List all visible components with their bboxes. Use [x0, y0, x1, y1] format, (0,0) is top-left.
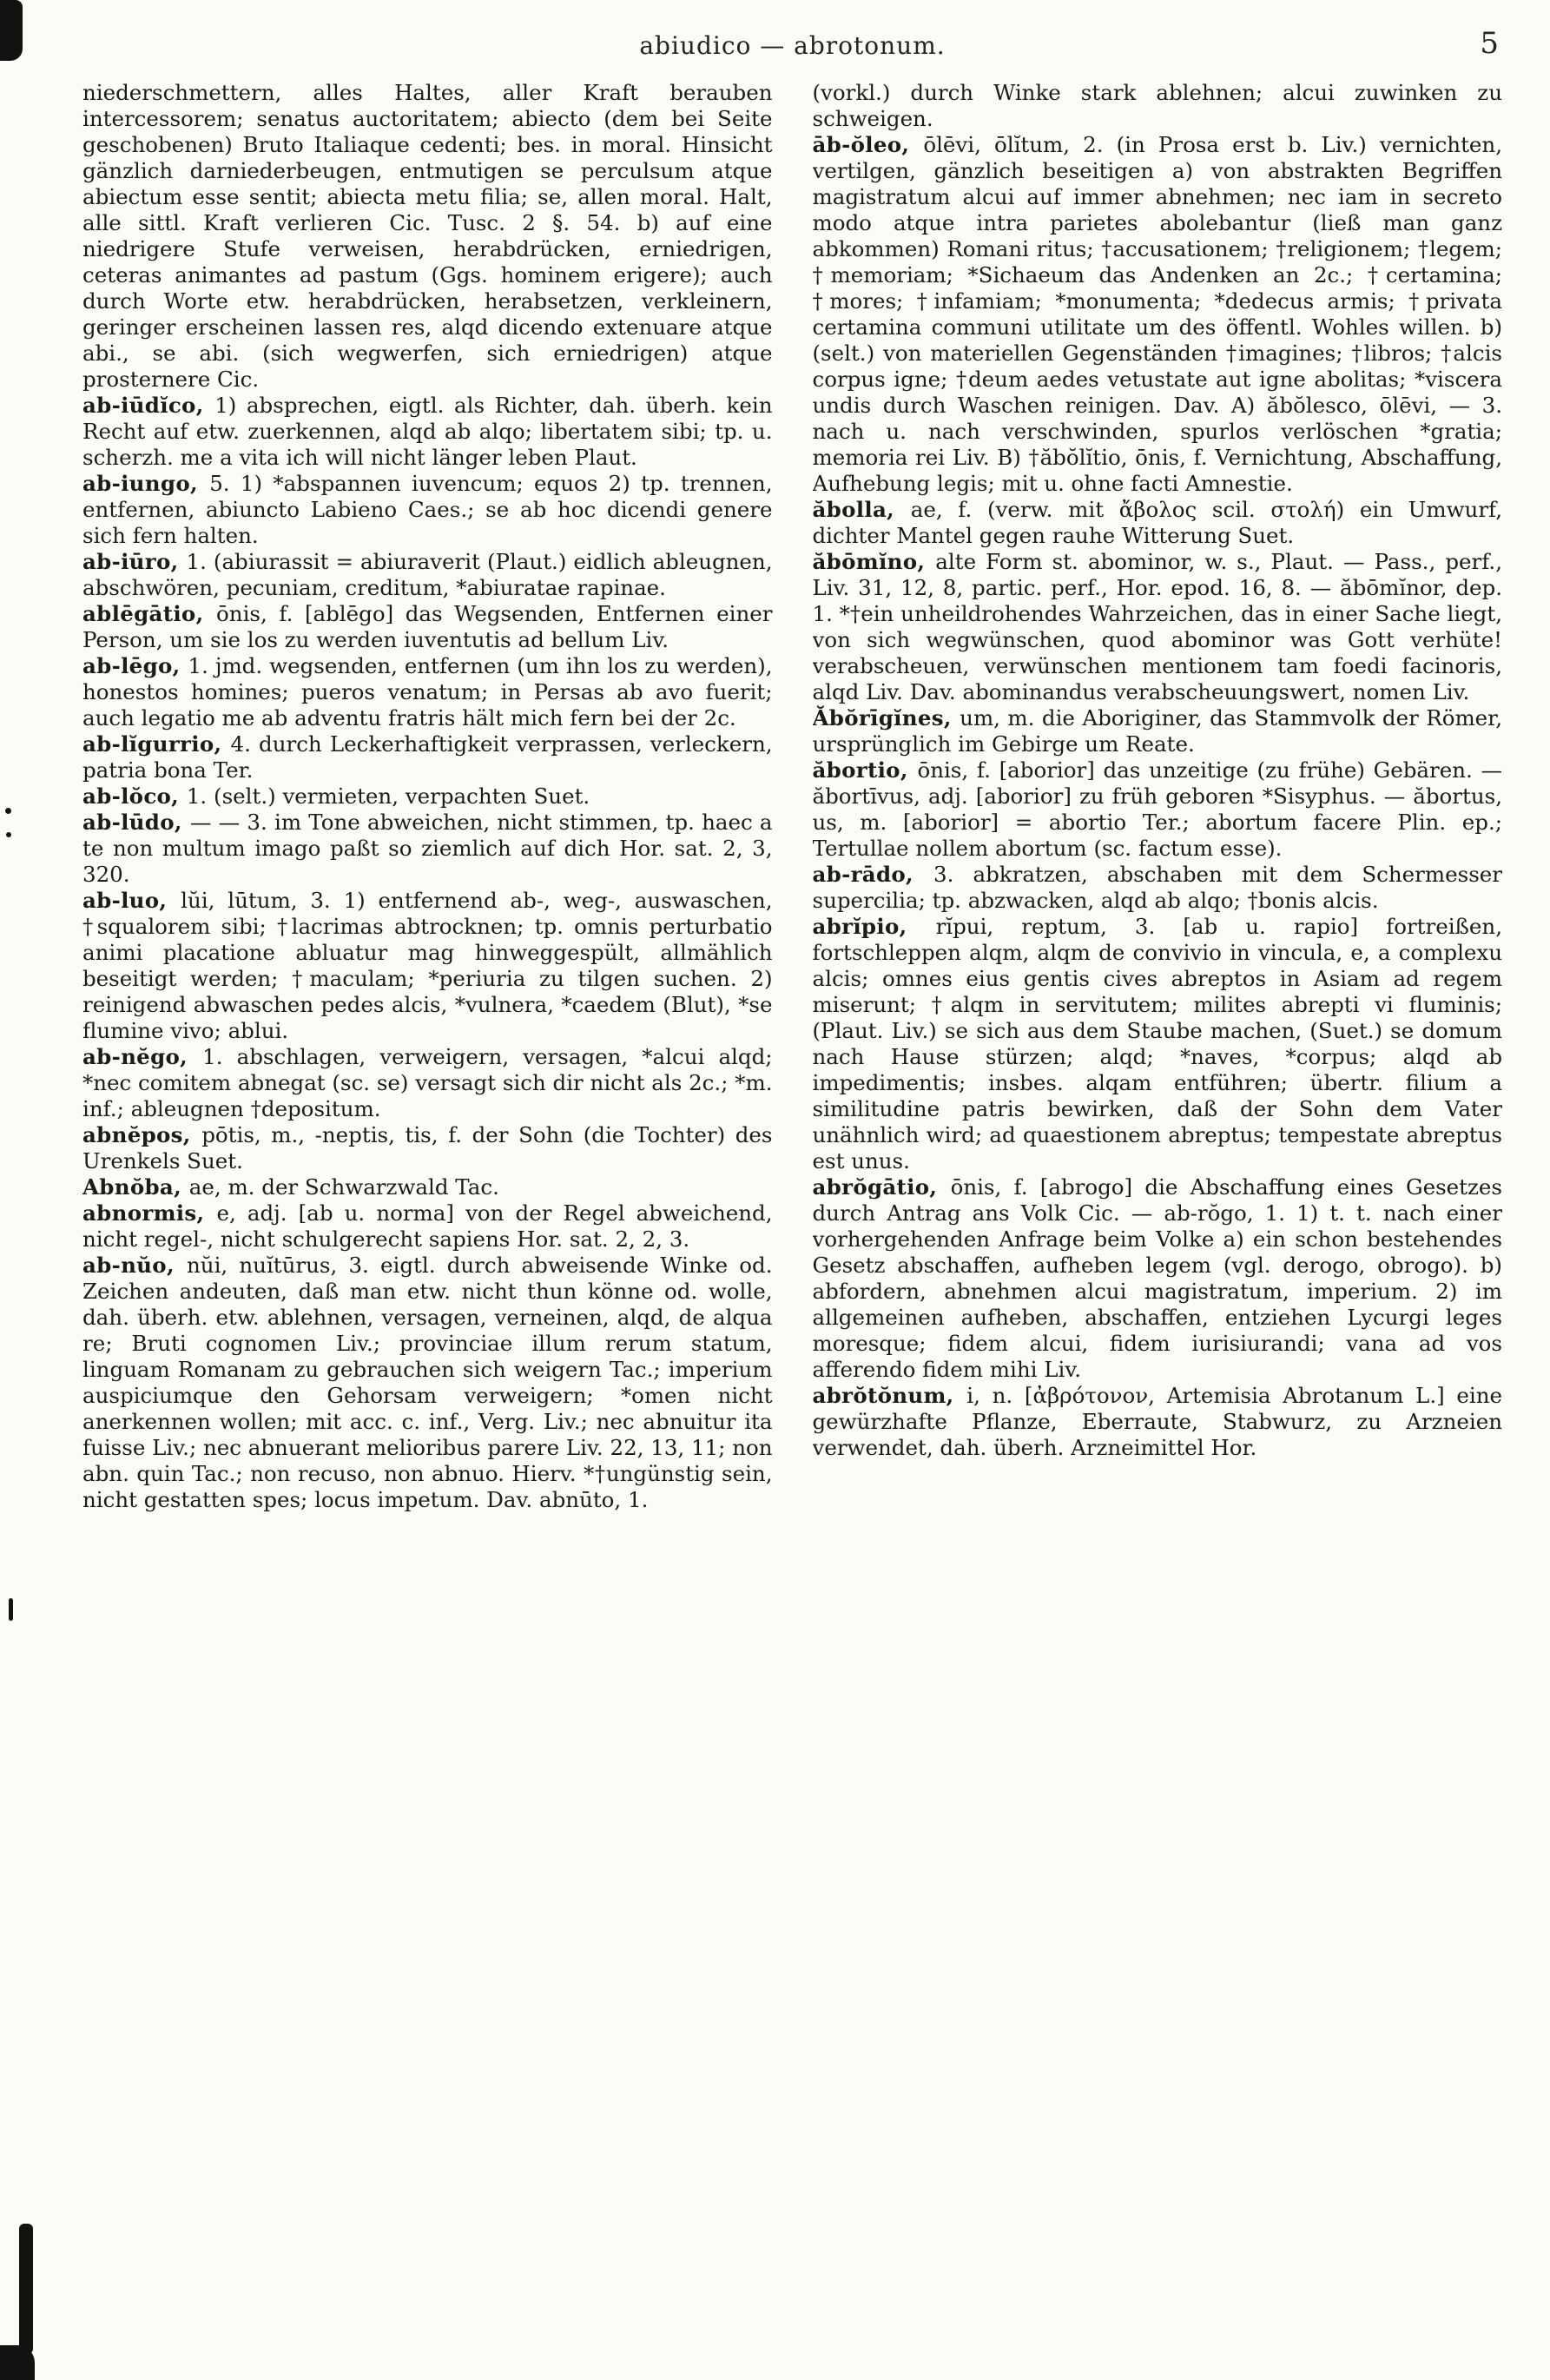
entry-body: 1. (abiurassit = abiuraverit (Plaut.) eidlich ableugnen, abschwören, pecuniam, creditum, *abiuratae rapinae.	[82, 549, 773, 600]
scan-artifact	[5, 808, 11, 814]
dictionary-entry	[813, 757, 1503, 862]
entry-body: e, adj. [ab u. norma] von der Regel abweichend, nicht regel-, nicht schulgerecht sapiens Hor. sat. 2, 2, 3.	[82, 1200, 773, 1252]
dictionary-entry	[82, 1174, 773, 1200]
entry-body: lŭi, lūtum, 3. 1) entfernend ab-, weg-, auswaschen, †squalorem sibi; †lacrimas abtrocknen; tp. omnis perturbatio animi placatione abluatur mag hinweggespült, allmählich beseitigt werden; †maculam; *periuria zu tilgen suchen. 2) reinigend abwaschen pedes alcis, *vulnera, *caedem (Blut), *se flumine vivo; ablui.	[82, 888, 773, 1043]
entry-headword: ab-iungo,	[82, 471, 210, 496]
entry-body: 5. 1) *abspannen iuvencum; equos 2) tp. trennen, entfernen, abiuncto Labieno Caes.; se ab hoc dicendi genere sich fern halten.	[82, 471, 773, 548]
entry-headword: ab-iūdĭco,	[82, 393, 215, 418]
scan-artifact	[6, 832, 11, 837]
dictionary-entry	[813, 497, 1503, 549]
entry-body: — — 3. im Tone abweichen, nicht stimmen, tp. haec a te non multum imago paßt so ziemlich auf dich Hor. sat. 2, 3, 320.	[82, 810, 773, 887]
page-number: 5	[1480, 26, 1499, 61]
entry-body: i, n. [ἀβρότονον, Artemisia Abrotanum L.] eine gewürzhafte Pflanze, Eberraute, Stabwurz, zu Arzneien verwendet, dah. überh. Arzneimittel Hor.	[812, 1383, 1502, 1460]
entry-headword: ab-nĕgo,	[82, 1044, 203, 1069]
entry-headword: ab-lĭgurrio,	[82, 731, 231, 757]
entry-body: ōnis, f. [ablēgo] das Wegsenden, Entfernen einer Person, um sie los zu werden iuventutis ad bellum Liv.	[82, 601, 773, 652]
entry-headword: āb-ŏleo,	[812, 132, 924, 157]
dictionary-entry	[813, 132, 1503, 497]
entry-headword: abrŏgātio,	[812, 1174, 951, 1200]
dictionary-entry	[82, 731, 773, 783]
scan-artifact	[19, 2224, 33, 2354]
dictionary-entry	[82, 601, 773, 653]
dictionary-entry	[813, 549, 1503, 705]
entry-headword: ab-luo,	[82, 888, 181, 913]
entry-headword: ăbōmĭno,	[812, 549, 936, 574]
dictionary-entry	[82, 1253, 773, 1513]
entry-body: ae, m. der Schwarzwald Tac.	[188, 1174, 499, 1200]
entry-body: 4. durch Leckerhaftigkeit verprassen, verleckern, patria bona Ter.	[82, 731, 773, 783]
entry-headword: ab-rādo,	[812, 862, 933, 887]
entry-body: (vorkl.) durch Winke stark ablehnen; alcui zuwinken zu schweigen.	[812, 80, 1502, 131]
entry-body: 1. jmd. wegsenden, entfernen (um ihn los zu werden), honestos homines; pueros venatum; in Persas ab avo fuerit; auch legatio me ab adventu fratris hält mich fern bei der 2c.	[82, 653, 773, 731]
entry-headword: abrŏtŏnum,	[812, 1383, 967, 1408]
dictionary-entry	[82, 393, 773, 471]
dictionary-entry	[82, 549, 773, 601]
entry-body: 1. abschlagen, verweigern, versagen, *alcui alqd; *nec comitem abnegat (sc. se) versagt sich dir nicht als 2c.; *m. inf.; ableugnen †depositum.	[82, 1044, 773, 1121]
entry-headword: Ăbŏrīgĭnes,	[812, 705, 960, 731]
text-columns	[82, 80, 1502, 2258]
entry-headword: ab-nŭo,	[82, 1253, 188, 1278]
entry-body: alte Form st. abominor, w. s., Plaut. — Pass., perf., Liv. 31, 12, 8, partic. perf., Hor. epod. 16, 8. — ăbōmĭnor, dep. 1. *†ein unheildrohendes Wahrzeichen, das in einer Sache liegt, von sich wegwünschen, quod abominor was Gott verhüte! verabscheuen, verwünschen mentionem tam foedi facinoris, alqd Liv. Dav. abominandus verabscheuungswert, nomen Liv.	[812, 549, 1502, 704]
scan-artifact	[0, 2345, 35, 2380]
dictionary-entry	[82, 1200, 773, 1253]
dictionary-entry	[813, 1174, 1503, 1383]
dictionary-entry	[813, 862, 1503, 914]
entry-body: um, m. die Aboriginer, das Stammvolk der Römer, ursprünglich im Gebirge um Reate.	[812, 705, 1502, 757]
column-right	[813, 80, 1503, 2258]
entry-body: nŭi, nuĭtūrus, 3. eigtl. durch abweisende Winke od. Zeichen andeuten, daß man etw. nicht thun könne od. wolle, dah. überh. etw. ablehnen, versagen, verneinen, alqd, de alqua re; Bruti cognomen Liv.; provinciae illum rerum statum, linguam Romanam zu gebrauchen sich weigern Tac.; imperium auspiciumque den Gehorsam verweigern; *omen nicht anerkennen wollen; mit acc. c. inf., Verg. Liv.; nec abnuitur ita fuisse Liv.; nec abnuerant melioribus parere Liv. 22, 13, 11; non abn. quin Tac.; non recuso, non abnuo. Hierv. *†ungünstig sein, nicht gestatten spes; locus impetum. Dav. abnūto, 1.	[82, 1253, 773, 1512]
dictionary-entry	[82, 1044, 773, 1122]
entry-body: 1. (selt.) vermieten, verpachten Suet.	[186, 783, 590, 809]
dictionary-entry	[82, 1122, 773, 1174]
entry-headword: ab-lŏco,	[82, 783, 187, 809]
entry-body: pōtis, m., -neptis, tis, f. der Sohn (die Tochter) des Urenkels Suet.	[82, 1122, 773, 1173]
entry-headword: ăbortio,	[812, 757, 918, 783]
dictionary-entry	[82, 783, 773, 810]
column-left	[82, 80, 773, 2258]
dictionary-entry	[813, 80, 1503, 132]
entry-headword: abrĭpio,	[812, 914, 936, 939]
entry-headword: abnormis,	[82, 1200, 217, 1226]
scan-artifact	[0, 0, 23, 61]
entry-headword: ab-lūdo,	[82, 810, 190, 835]
dictionary-entry	[82, 888, 773, 1044]
entry-body: rĭpui, reptum, 3. [ab u. rapio] fortreißen, fortschleppen alqm, alqm de convivio in vincula, e, a complexu alcis; omnes eius gentis cives abreptos in Asiam ad regem miserunt; †alqm in servitutem; milites abrepti vi fluminis; (Plaut. Liv.) se sich aus dem Staube machen, (Suet.) se domum nach Hause stürzen; alqd; *naves, *corpus; alqd ab impedimentis; insbes. alqam entführen; übertr. filium a similitudine patris bewirken, daß der Sohn dem Vater unähnlich wird; ad quaestionem abreptus; tempestate abreptus est unus.	[812, 914, 1502, 1173]
page-header	[82, 26, 1502, 69]
scan-artifact	[9, 1598, 13, 1621]
dictionary-entry	[82, 80, 773, 393]
dictionary-entry	[82, 653, 773, 731]
running-head: abiudico — abrotonum.	[639, 31, 946, 60]
dictionary-entry	[813, 705, 1503, 757]
entry-body: ōnis, f. [aborior] das unzeitige (zu frühe) Gebären. — ăbortīvus, adj. [aborior] zu früh geboren *Sisyphus. — ăbortus, us, m. [aborior] = abortio Ter.; abortum facere Plin. ep.; Tertullae nollem abortum (sc. factum esse).	[812, 757, 1502, 861]
dictionary-entry	[813, 914, 1503, 1174]
entry-headword: Abnŏba,	[82, 1174, 189, 1200]
entry-body: ōnis, f. [abrogo] die Abschaffung eines Gesetzes durch Antrag ans Volk Cic. — ab-rŏgo, 1. 1) t. t. nach einer vorhergehenden Anfrage beim Volke a) ein schon bestehendes Gesetz abschaffen, aufheben legem (vgl. derogo, obrogo). b) abfordern, abnehmen alcui magistratum, imperium. 2) im allgemeinen aufheben, abschaffen, entziehen Lycurgi leges moresque; fidem alcui, fidem iurisiurandi; vana ad vos afferendo fidem mihi Liv.	[812, 1174, 1502, 1382]
entry-body: ōlēvi, ōlĭtum, 2. (in Prosa erst b. Liv.) vernichten, vertilgen, gänzlich beseitigen a) von abstrakten Begriffen magistratum alcui auf immer abnehmen; nec iam in secreto modo atque intra parietes abolebantur (ließ man ganz abkommen) Romani ritus; †accusationem; †religionem; †legem; †memoriam; *Sichaeum das Andenken an 2c.; †certamina; †mores; †infamiam; *monumenta; *dedecus armis; †privata certamina communi utilitate um des öffentl. Wohles willen. b) (selt.) von materiellen Gegenständen †imagines; †libros; †alcis corpus igne; †deum aedes vetustate aut igne abolitas; *viscera undis durch Waschen reinigen. Dav. A) ăbŏlesco, ōlēvi, — 3. nach u. nach verschwinden, spurlos verlöschen *gratia; memoria rei Liv. B) †ăbŏlĭtio, ōnis, f. Vernichtung, Abschaffung, Aufhebung legis; mit u. ohne facti Amnestie.	[812, 132, 1502, 496]
dictionary-entry	[813, 1383, 1503, 1461]
entry-headword: ab-iūro,	[82, 549, 187, 574]
entry-body: ae, f. (verw. mit ἄβολος scil. στολή) ein Umwurf, dichter Mantel gegen rauhe Witterung Suet.	[812, 497, 1502, 548]
entry-body: niederschmettern, alles Haltes, aller Kraft berauben intercessorem; senatus auctoritatem; abiecto (dem bei Seite geschobenen) Bruto Italiaque cedenti; bes. in moral. Hinsicht gänzlich darniederbeugen, entmutigen se perculsum atque abiectum esse sentit; abiecta metu filia; se, allen moral. Halt, alle sittl. Kraft verlieren Cic. Tusc. 2 §. 54. b) auf eine niedrigere Stufe verweisen, herabdrücken, erniedrigen, ceteras animantes ad pastum (Ggs. hominem erigere); auch durch Worte etw. herabdrücken, herabsetzen, verkleinern, geringer erscheinen lassen res, alqd dicendo extenuare atque abi., se abi. (sich wegwerfen, sich erniedrigen) atque prosternere Cic.	[82, 80, 773, 392]
dictionary-entry	[82, 810, 773, 888]
entry-body: 3. abkratzen, abschaben mit dem Schermesser supercilia; tp. abzwacken, alqd ab alqo; †bonis alcis.	[812, 862, 1502, 913]
entry-headword: ăbolla,	[812, 497, 911, 522]
entry-headword: ab-lēgo,	[82, 653, 188, 678]
entry-headword: abnĕpos,	[82, 1122, 202, 1147]
entry-headword: ablēgātio,	[82, 601, 217, 626]
entry-body: 1) absprechen, eigtl. als Richter, dah. überh. kein Recht auf etw. zuerkennen, alqd ab alqo; libertatem sibi; tp. u. scherzh. me a vita ich will nicht länger leben Plaut.	[82, 393, 773, 470]
dictionary-entry	[82, 471, 773, 549]
